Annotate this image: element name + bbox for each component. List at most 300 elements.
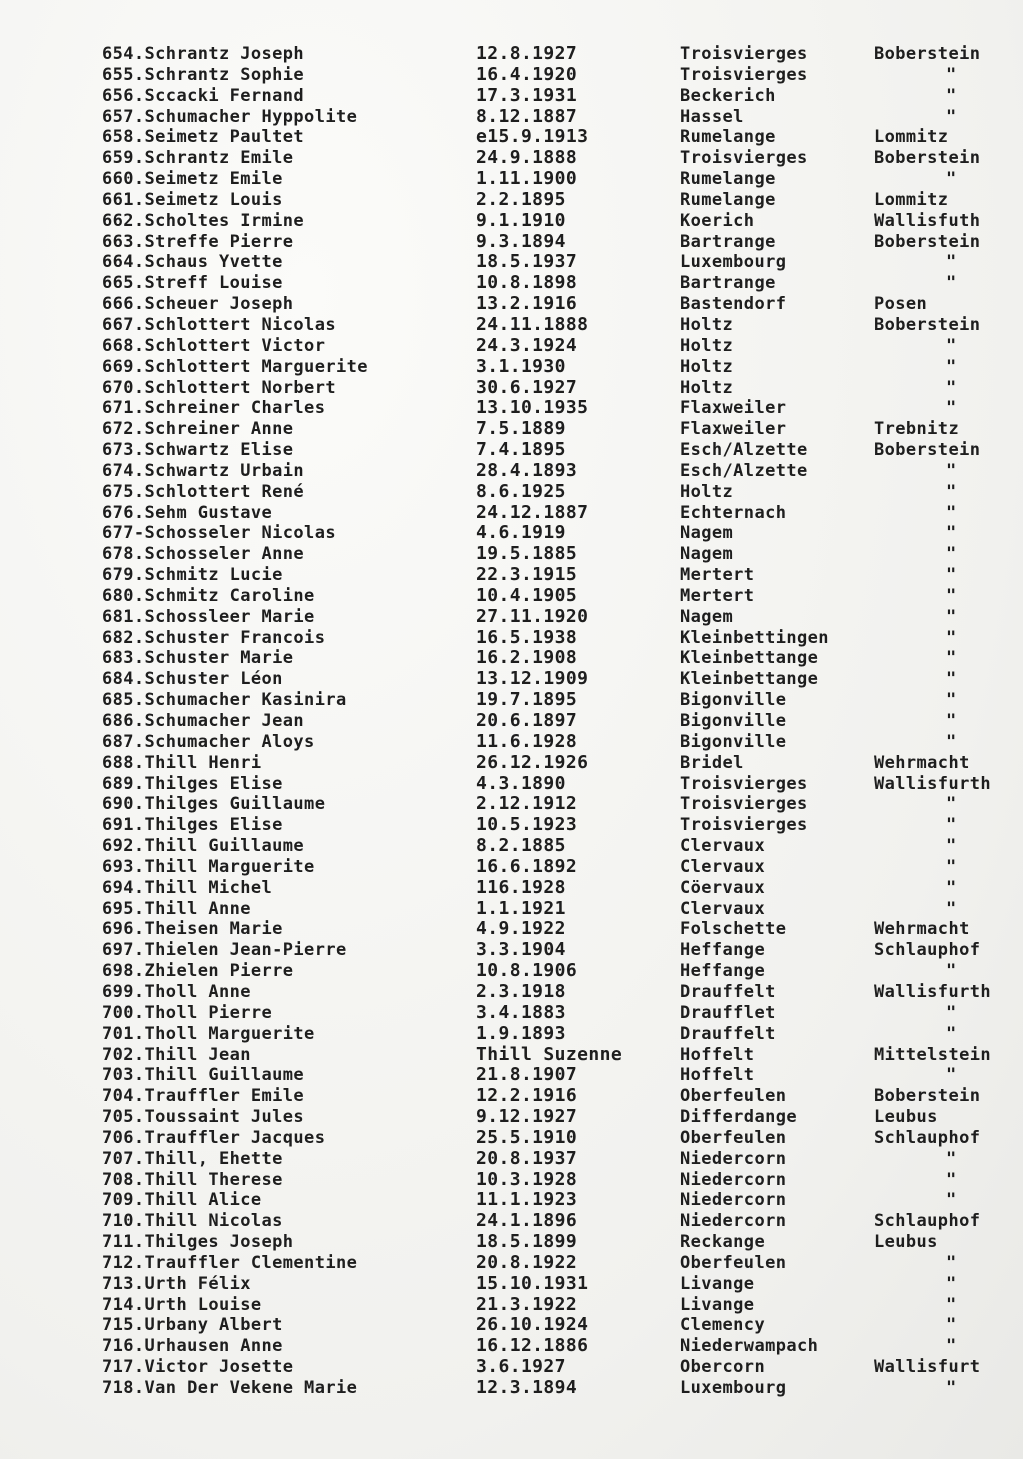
birth-date: 2.12.1912 [476,794,578,815]
birth-place: Holtz [680,481,734,502]
birth-place: Esch/Alzette [680,460,808,481]
birth-date: 28.4.1893 [476,460,578,481]
birth-place: Koerich [680,210,755,231]
list-row [96,211,1016,232]
list-row [96,440,1016,461]
camp-name: " [946,731,957,752]
birth-place: Bridel [680,752,744,773]
person-name: 676.Sehm Gustave [102,502,273,523]
camp-name: " [946,273,957,294]
birth-date: 10.3.1928 [476,1169,578,1190]
birth-place: Niederwampach [680,1336,819,1357]
person-name: 695.Thill Anne [102,898,251,919]
camp-name: Wallisfurt [874,1357,981,1378]
birth-place: Nagem [680,606,734,627]
camp-name: " [946,898,957,919]
camp-name: " [946,169,957,190]
birth-date: 24.9.1888 [476,148,578,169]
camp-name: Leubus [874,1107,938,1128]
camp-name: " [946,1273,957,1294]
person-name: 677-Schosseler Nicolas [102,523,336,544]
list-row [96,273,1016,294]
list-row [96,628,1016,649]
birth-place: Troisvierges [680,773,808,794]
birth-place: Holtz [680,377,734,398]
birth-place: Heffange [680,961,766,982]
birth-date: 11.6.1928 [476,731,578,752]
person-name: 708.Thill Therese [102,1169,283,1190]
birth-date: 2.2.1895 [476,189,566,210]
camp-name: " [946,1294,957,1315]
birth-date: 8.2.1885 [476,836,566,857]
camp-name: " [946,335,957,356]
birth-date: 16.4.1920 [476,64,578,85]
person-name: 658.Seimetz Paultet [102,127,305,148]
birth-place: Holtz [680,335,734,356]
birth-place: Cöervaux [680,877,766,898]
camp-name: " [946,377,957,398]
person-name: 696.Theisen Marie [102,919,283,940]
person-name: 691.Thilges Elise [102,815,283,836]
camp-name: " [946,523,957,544]
person-name: 709.Thill Alice [102,1190,262,1211]
birth-date: 16.12.1886 [476,1336,589,1357]
camp-name: Boberstein [874,148,981,169]
birth-place: Troisvierges [680,44,808,64]
list-row [96,294,1016,315]
birth-date: 10.5.1923 [476,815,578,836]
birth-date: 16.5.1938 [476,627,578,648]
birth-place: Holtz [680,314,734,335]
list-row [96,1170,1016,1191]
birth-place: Niedercorn [680,1211,787,1232]
list-row [96,857,1016,878]
list-row [96,1190,1016,1211]
person-name: 655.Schrantz Sophie [102,64,305,85]
birth-place: Hoffelt [680,1065,755,1086]
birth-date: 16.6.1892 [476,856,578,877]
list-row [96,836,1016,857]
list-row [96,148,1016,169]
camp-name: " [946,398,957,419]
person-name: 680.Schmitz Caroline [102,585,315,606]
person-name: 656.Sccacki Fernand [102,85,305,106]
person-name: 707.Thill, Ehette [102,1148,283,1169]
birth-date: 24.3.1924 [476,335,578,356]
person-name: 701.Tholl Marguerite [102,1023,315,1044]
birth-place: Esch/Alzette [680,440,808,461]
person-name: 717.Victor Josette [102,1357,294,1378]
camp-name: " [946,585,957,606]
birth-place: Bigonville [680,711,787,731]
list-row [96,1128,1016,1149]
camp-name: " [946,1002,957,1023]
birth-place: Mertert [680,565,755,586]
list-row [96,127,1016,148]
person-name: 706.Trauffler Jacques [102,1127,326,1148]
camp-name: " [946,669,957,690]
person-name: 700.Tholl Pierre [102,1002,273,1023]
camp-name: Lommitz [874,189,949,210]
birth-date: 9.1.1910 [476,210,566,231]
person-name: 718.Van Der Vekene Marie [102,1378,358,1398]
birth-date: 7.5.1889 [476,419,566,440]
camp-name: " [946,1190,957,1211]
person-name: 679.Schmitz Lucie [102,565,283,586]
camp-name: " [946,1065,957,1086]
person-name: 654.Schrantz Joseph [102,44,305,64]
list-row [96,1065,1016,1086]
person-name: 666.Scheuer Joseph [102,294,294,315]
birth-place: Livange [680,1294,755,1315]
person-name: 683.Schuster Marie [102,648,294,669]
camp-name: Wehrmacht [874,919,970,940]
list-row [96,1211,1016,1232]
birth-place: Kleinbettange [680,648,819,669]
camp-name: " [946,815,957,836]
birth-date: 9.3.1894 [476,231,566,252]
camp-name: " [946,1315,957,1336]
birth-place: Troisvierges [680,794,808,815]
list-row [96,1253,1016,1274]
list-row [96,378,1016,399]
birth-place: Luxembourg [680,252,787,273]
camp-name: Trebnitz [874,419,960,440]
person-name: 698.Zhielen Pierre [102,961,294,982]
birth-date: 116.1928 [476,877,566,898]
list-row [96,44,1016,65]
camp-name: " [946,1252,957,1273]
birth-place: Clervaux [680,856,766,877]
birth-place: Mertert [680,585,755,606]
camp-name: Wehrmacht [874,752,970,773]
birth-place: Draufflet [680,1002,776,1023]
list-row [96,1149,1016,1170]
list-row [96,919,1016,940]
person-name: 684.Schuster Léon [102,669,283,690]
camp-name: " [946,606,957,627]
birth-place: Hassel [680,106,744,127]
birth-date: 9.12.1927 [476,1107,578,1128]
list-row [96,878,1016,899]
person-name: 662.Scholtes Irmine [102,210,305,231]
camp-name: " [946,627,957,648]
birth-date: 1.9.1893 [476,1023,566,1044]
camp-name: " [946,356,957,377]
birth-place: Bartrange [680,273,776,294]
person-name: 713.Urth Félix [102,1273,251,1294]
list-row [96,1295,1016,1316]
birth-date: 24.12.1887 [476,502,589,523]
birth-date: 3.6.1927 [476,1357,566,1378]
list-row [96,65,1016,86]
birth-date: 8.6.1925 [476,481,566,502]
person-name: 693.Thill Marguerite [102,856,315,877]
birth-date: 12.3.1894 [476,1378,578,1398]
list-row [96,1315,1016,1336]
birth-place: Clervaux [680,898,766,919]
person-name: 714.Urth Louise [102,1294,262,1315]
birth-date: 11.1.1923 [476,1190,578,1211]
person-name: 675.Schlottert René [102,481,305,502]
birth-place: Bastendorf [680,294,787,315]
birth-date: 21.8.1907 [476,1065,578,1086]
birth-date: 8.12.1887 [476,106,578,127]
birth-date: 26.10.1924 [476,1315,589,1336]
birth-date: 27.11.1920 [476,606,589,627]
camp-name: " [946,856,957,877]
birth-place: Luxembourg [680,1378,787,1398]
camp-name: " [946,252,957,273]
birth-date: 18.5.1899 [476,1232,578,1253]
birth-place: Niedercorn [680,1169,787,1190]
list-row [96,732,1016,753]
camp-name: Mittelstein [874,1044,991,1065]
camp-name: " [946,961,957,982]
list-row [96,899,1016,920]
person-name: 665.Streff Louise [102,273,283,294]
camp-name: Lommitz [874,127,949,148]
birth-date: 4.6.1919 [476,523,566,544]
list-row [96,753,1016,774]
list-row [96,1357,1016,1378]
person-name: 689.Thilges Elise [102,773,283,794]
person-name: 716.Urhausen Anne [102,1336,283,1357]
birth-place: Nagem [680,523,734,544]
camp-name: " [946,64,957,85]
list-row [96,669,1016,690]
person-name: 678.Schosseler Anne [102,544,305,565]
camp-name: " [946,1148,957,1169]
birth-place: Nagem [680,544,734,565]
person-name: 692.Thill Guillaume [102,836,305,857]
camp-name: Wallisfuth [874,210,981,231]
list-row [96,815,1016,836]
person-name: 661.Seimetz Louis [102,189,283,210]
camp-name: " [946,648,957,669]
birth-date: 13.2.1916 [476,294,578,315]
camp-name: " [946,544,957,565]
camp-name: " [946,481,957,502]
camp-name: " [946,1023,957,1044]
person-name: 657.Schumacher Hyppolite [102,106,358,127]
list-row [96,1274,1016,1295]
person-name: 660.Seimetz Emile [102,169,283,190]
birth-place: Hoffelt [680,1044,755,1065]
camp-name: " [946,690,957,711]
person-name: 668.Schlottert Victor [102,335,326,356]
birth-place: Kleinbettingen [680,627,829,648]
person-name: 673.Schwartz Elise [102,440,294,461]
person-name: 672.Schreiner Anne [102,419,294,440]
camp-name: " [946,460,957,481]
camp-name: " [946,1336,957,1357]
birth-place: Rumelange [680,127,776,148]
birth-place: Obercorn [680,1357,766,1378]
birth-place: Flaxweiler [680,419,787,440]
person-name: 670.Schlottert Norbert [102,377,336,398]
birth-place: Flaxweiler [680,398,787,419]
person-name: 703.Thill Guillaume [102,1065,305,1086]
birth-place: Clemency [680,1315,766,1336]
camp-name: " [946,502,957,523]
birth-date: Thill Suzenne [476,1044,623,1065]
list-row [96,1086,1016,1107]
list-row [96,523,1016,544]
list-row [96,607,1016,628]
camp-name: Boberstein [874,1086,981,1107]
camp-name: " [946,565,957,586]
list-row [96,794,1016,815]
list-row [96,565,1016,586]
birth-date: 13.12.1909 [476,669,589,690]
birth-place: Echternach [680,502,787,523]
birth-date: 20.8.1937 [476,1148,578,1169]
birth-place: Rumelange [680,169,776,190]
birth-place: Livange [680,1273,755,1294]
camp-name: " [946,85,957,106]
camp-name: Boberstein [874,44,981,64]
birth-place: Niedercorn [680,1148,787,1169]
list-row [96,482,1016,503]
camp-name: Boberstein [874,314,981,335]
person-name: 687.Schumacher Aloys [102,731,315,752]
person-name: 688.Thill Henri [102,752,262,773]
list-row [96,169,1016,190]
birth-place: Troisvierges [680,815,808,836]
list-row [96,190,1016,211]
list-row [96,1232,1016,1253]
birth-place: Oberfeulen [680,1086,787,1107]
birth-place: Oberfeulen [680,1127,787,1148]
list-row [96,940,1016,961]
list-row [96,774,1016,795]
list-row [96,357,1016,378]
camp-name: Leubus [874,1232,938,1253]
birth-date: 22.3.1915 [476,565,578,586]
camp-name: " [946,794,957,815]
list-row [96,461,1016,482]
birth-date: 26.12.1926 [476,752,589,773]
person-name: 712.Trauffler Clementine [102,1252,358,1273]
person-name: 694.Thill Michel [102,877,273,898]
birth-place: Bigonville [680,731,787,752]
birth-date: 10.4.1905 [476,585,578,606]
birth-date: 24.11.1888 [476,314,589,335]
list-row [96,419,1016,440]
birth-date: 1.11.1900 [476,169,578,190]
birth-date: 16.2.1908 [476,648,578,669]
camp-name: Boberstein [874,231,981,252]
person-name: 699.Tholl Anne [102,981,251,1002]
person-name: 659.Schrantz Emile [102,148,294,169]
birth-place: Bartrange [680,231,776,252]
birth-date: 4.9.1922 [476,919,566,940]
camp-name: Boberstein [874,440,981,461]
birth-place: Holtz [680,356,734,377]
list-row [96,1045,1016,1066]
birth-place: Reckange [680,1232,766,1253]
birth-date: 4.3.1890 [476,773,566,794]
list-row [96,1378,1016,1399]
person-name: 704.Trauffler Emile [102,1086,305,1107]
person-name: 667.Schlottert Nicolas [102,314,336,335]
birth-date: 10.8.1906 [476,961,578,982]
person-name: 664.Schaus Yvette [102,252,283,273]
camp-name: Wallisfurth [874,773,991,794]
birth-place: Differdange [680,1107,797,1128]
list-row [96,711,1016,732]
person-name: 711.Thilges Joseph [102,1232,294,1253]
list-row [96,86,1016,107]
birth-date: 7.4.1895 [476,440,566,461]
list-row [96,1336,1016,1357]
list-row [96,398,1016,419]
birth-date: 3.3.1904 [476,940,566,961]
person-name: 702.Thill Jean [102,1044,251,1065]
birth-date: 17.3.1931 [476,85,578,106]
birth-place: Niedercorn [680,1190,787,1211]
camp-name: Posen [874,294,928,315]
birth-place: Drauffelt [680,1023,776,1044]
camp-name: Schlauphof [874,1127,981,1148]
birth-date: 15.10.1931 [476,1273,589,1294]
list-row [96,648,1016,669]
birth-place: Heffange [680,940,766,961]
person-name: 669.Schlottert Marguerite [102,356,368,377]
list-row [96,982,1016,1003]
birth-date: 10.8.1898 [476,273,578,294]
list-row [96,544,1016,565]
list-row [96,1003,1016,1024]
list-row [96,252,1016,273]
birth-date: 19.5.1885 [476,544,578,565]
birth-date: 19.7.1895 [476,690,578,711]
person-name: 681.Schossleer Marie [102,606,315,627]
person-name: 710.Thill Nicolas [102,1211,283,1232]
birth-date: 21.3.1922 [476,1294,578,1315]
birth-place: Kleinbettange [680,669,819,690]
birth-place: Clervaux [680,836,766,857]
camp-name: " [946,1378,957,1398]
person-name: 686.Schumacher Jean [102,711,305,731]
birth-date: 25.5.1910 [476,1127,578,1148]
person-name: 663.Streffe Pierre [102,231,294,252]
birth-date: 2.3.1918 [476,981,566,1002]
birth-date: 12.8.1927 [476,44,578,64]
list-row [96,336,1016,357]
birth-date: 18.5.1937 [476,252,578,273]
person-name: 674.Schwartz Urbain [102,460,305,481]
list-row [96,690,1016,711]
person-name: 682.Schuster Francois [102,627,326,648]
camp-name: Wallisfurth [874,981,991,1002]
deportee-list [96,44,1016,1399]
birth-place: Oberfeulen [680,1252,787,1273]
birth-place: Folschette [680,919,787,940]
birth-date: 24.1.1896 [476,1211,578,1232]
birth-date: 20.6.1897 [476,711,578,731]
birth-date: e15.9.1913 [476,127,589,148]
list-row [96,1107,1016,1128]
list-row [96,503,1016,524]
camp-name: Schlauphof [874,1211,981,1232]
camp-name: " [946,1169,957,1190]
birth-place: Drauffelt [680,981,776,1002]
list-row [96,107,1016,128]
list-row [96,315,1016,336]
birth-date: 12.2.1916 [476,1086,578,1107]
